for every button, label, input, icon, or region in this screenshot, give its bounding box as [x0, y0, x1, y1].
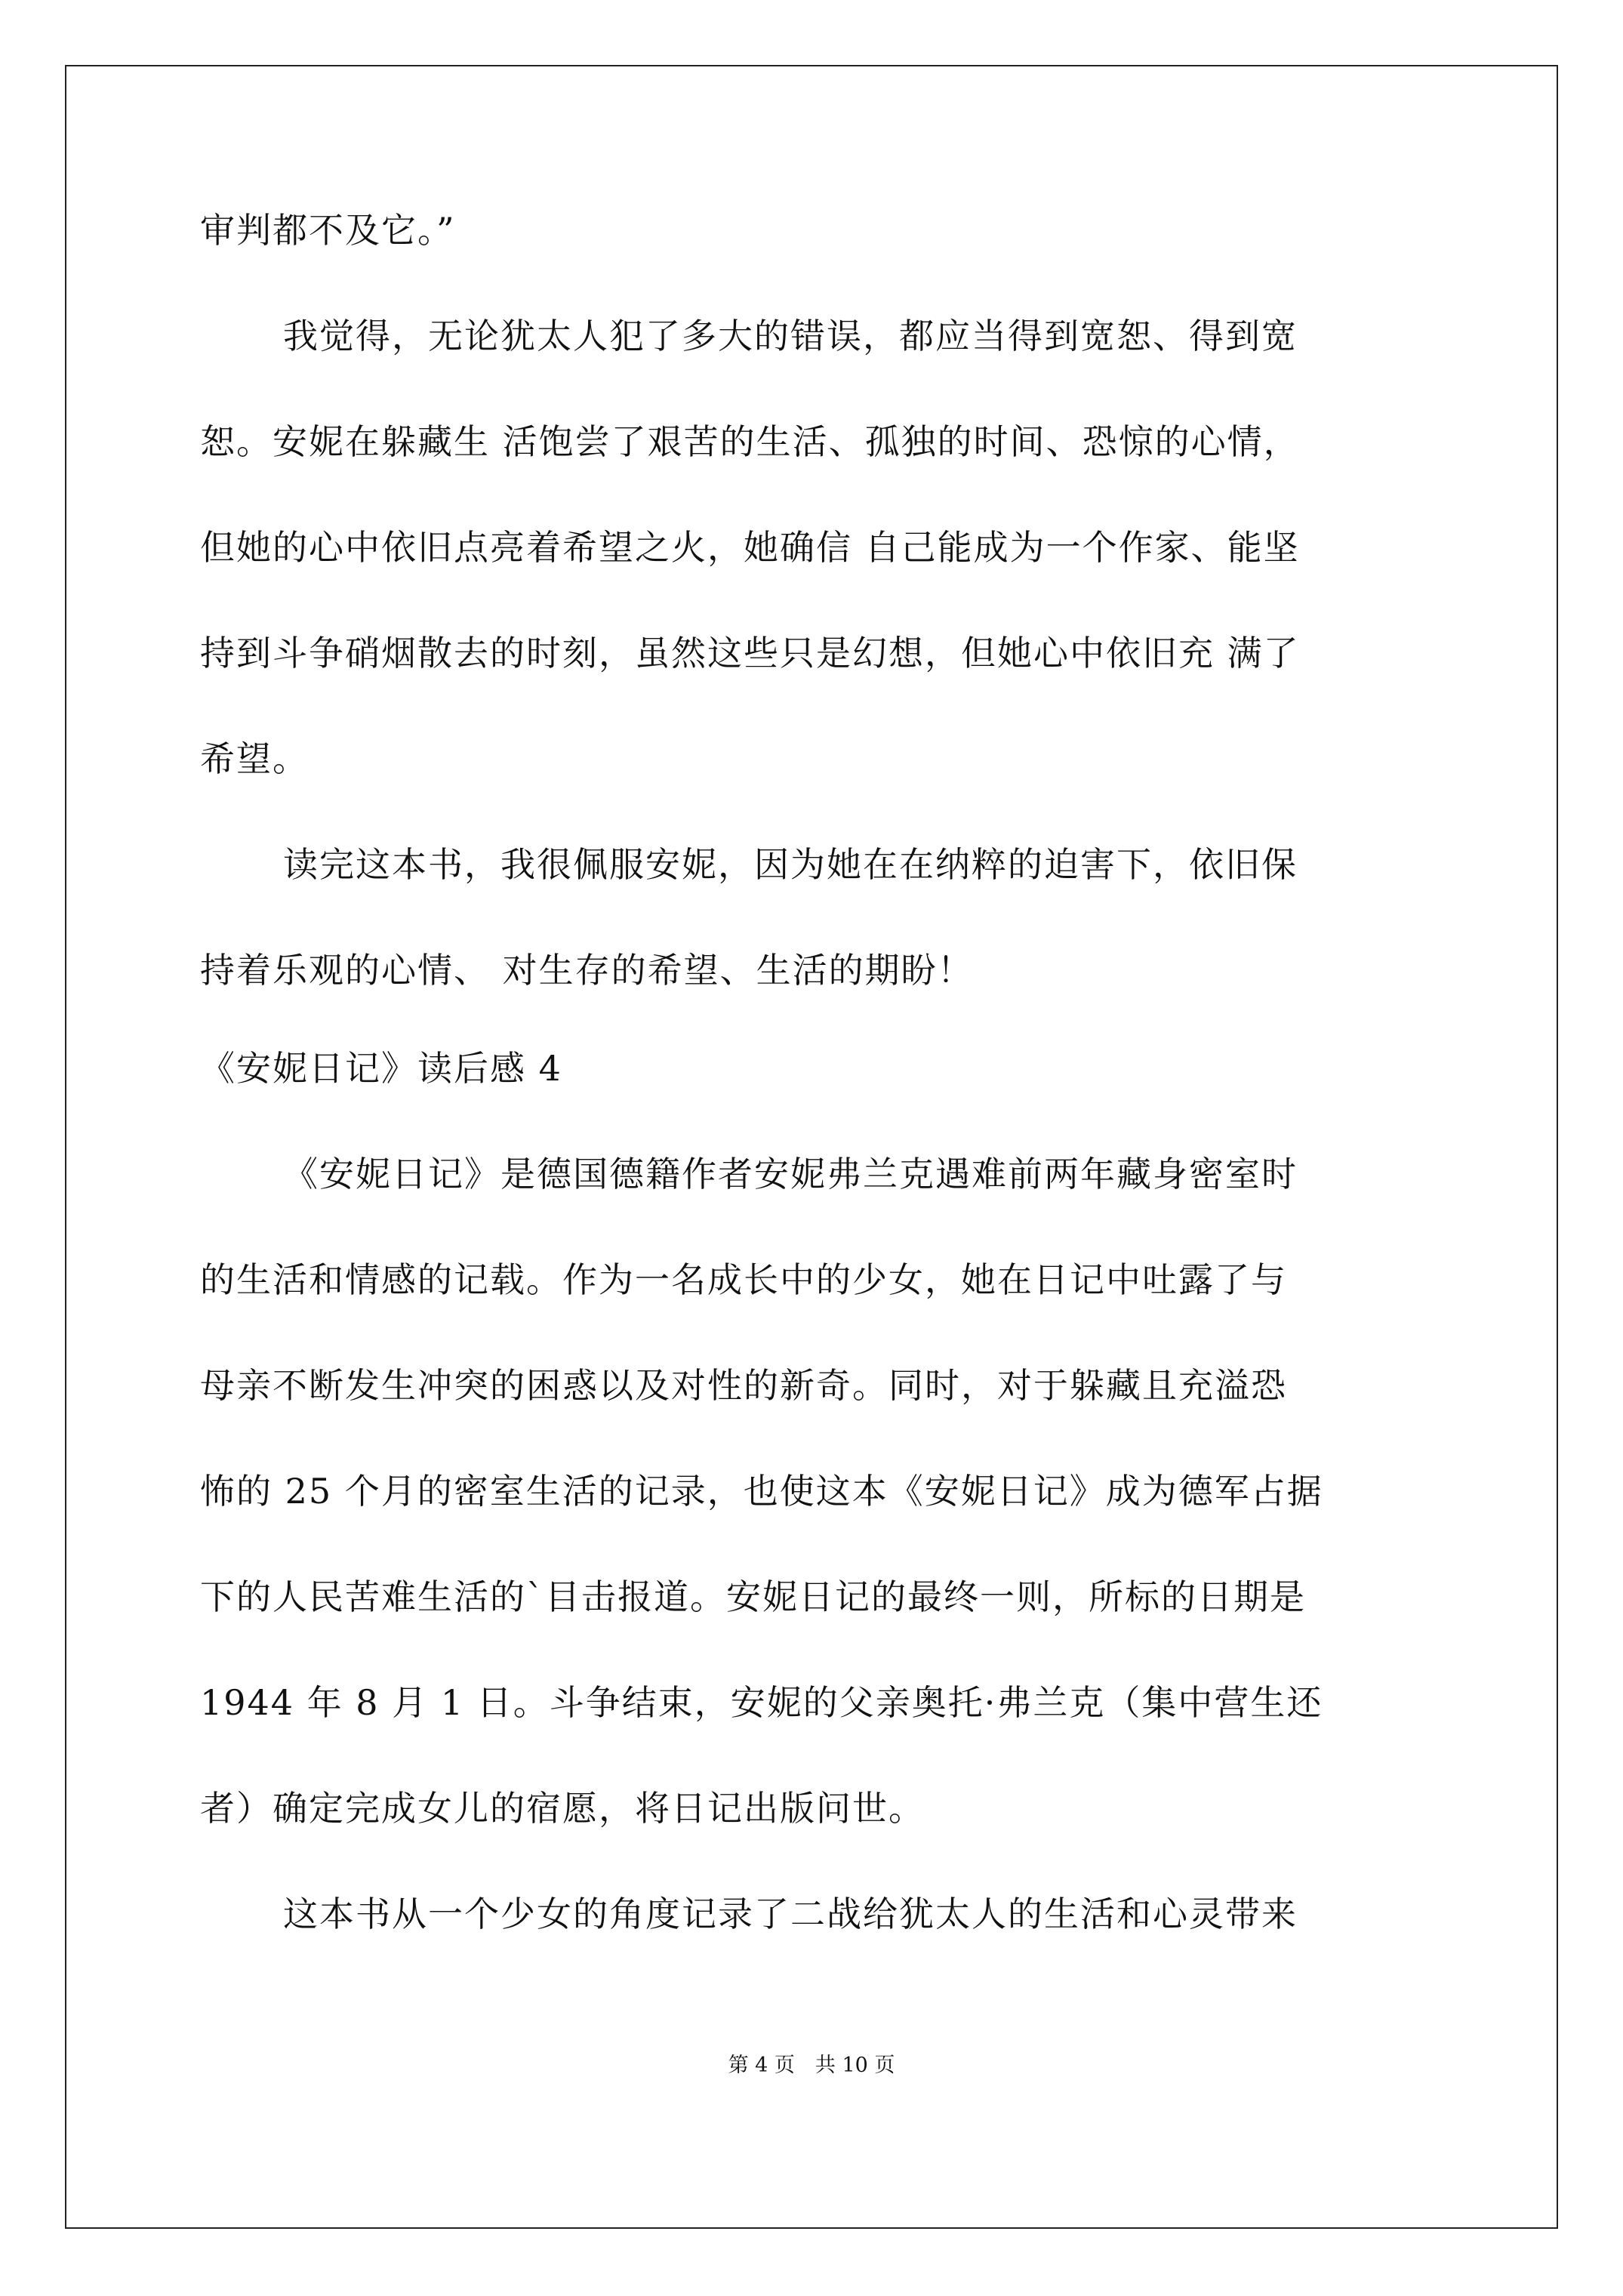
- text-line: 1944 年 8 月 1 日。斗争结束，安妮的父亲奥托·弗兰克（集中营生还: [200, 1682, 1323, 1723]
- text-line: 持到斗争硝烟散去的时刻，虽然这些只是幻想，但她心中依旧充 满了: [200, 633, 1300, 673]
- text-line: 审判都不及它。”: [200, 210, 456, 251]
- text-line: 恕。安妮在躲藏生 活饱尝了艰苦的生活、孤独的时间、恐惊的心情，: [200, 421, 1300, 462]
- text-line: 者）确定完成女儿的宿愿，将日记出版问世。: [200, 1788, 925, 1829]
- text-line: 读完这本书，我很佩服安妮，因为她在在纳粹的迫害下，依旧保: [283, 844, 1298, 885]
- section-heading: 《安妮日记》读后感 4: [200, 1048, 562, 1089]
- text-line: 怖的 25 个月的密室生活的记录，也使这本《安妮日记》成为德军占据: [200, 1471, 1323, 1512]
- text-line: 下的人民苦难生活的`目击报道。安妮日记的最终一则，所标的日期是: [200, 1576, 1306, 1617]
- text-line: 但她的心中依旧点亮着希望之火，她确信 自己能成为一个作家、能坚: [200, 527, 1300, 568]
- text-line: 《安妮日记》是德国德籍作者安妮弗兰克遇难前两年藏身密室时: [283, 1154, 1298, 1194]
- text-line: 我觉得，无论犹太人犯了多大的错误，都应当得到宽恕、得到宽: [283, 316, 1298, 356]
- text-line: 的生活和情感的记载。作为一名成长中的少女，她在日记中吐露了与: [200, 1259, 1287, 1300]
- text-line: 持着乐观的心情、 对生存的希望、生活的期盼！: [200, 950, 974, 991]
- page-number-footer: 第 4 页 共 10 页: [728, 2054, 895, 2077]
- text-line: 这本书从一个少女的角度记录了二战给犹太人的生活和心灵带来: [283, 1894, 1298, 1934]
- text-line: 母亲不断发生冲突的困惑以及对性的新奇。同时，对于躲藏且充溢恐: [200, 1365, 1287, 1406]
- text-line: 希望。: [200, 738, 309, 779]
